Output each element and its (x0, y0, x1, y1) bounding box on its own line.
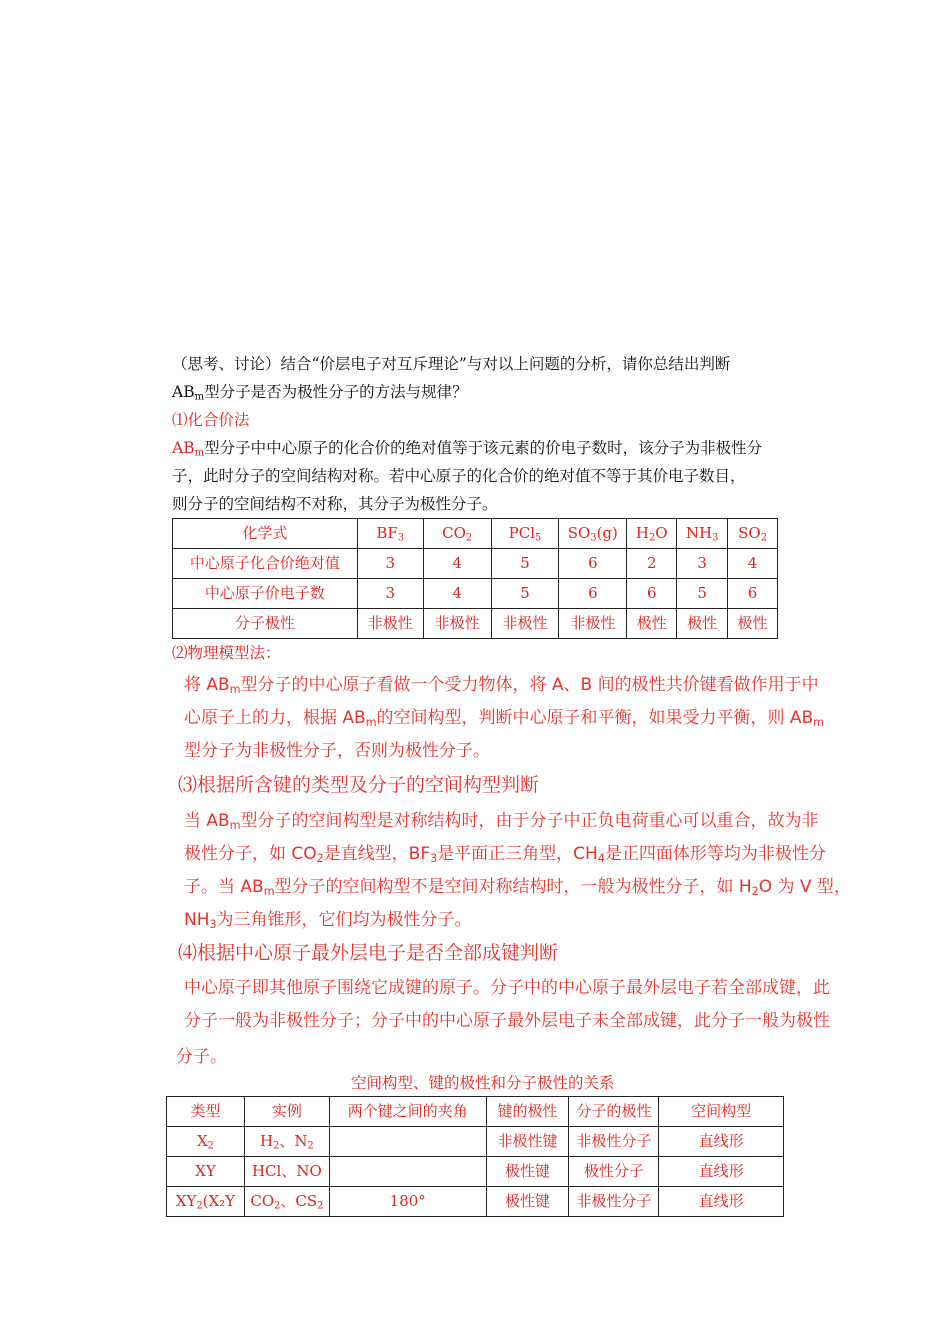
method4-line-3: 分子。 (176, 1047, 227, 1067)
table-cell: 5 (491, 549, 559, 579)
bond-cell: 极性键 (486, 1157, 569, 1187)
table-row (173, 609, 778, 639)
method2-line-2: 心原子上的力，根据 $AB_m$的空间构型，判断中心原子和平衡，如果受力平衡，则 $AB_m$ (184, 708, 824, 729)
formula-cell: $CO_2$ (423, 519, 491, 549)
molecule-cell: 非极性分子 (569, 1127, 659, 1157)
angle-cell (329, 1127, 486, 1157)
table-cell: 2 (627, 549, 677, 579)
table-cell: 6 (627, 579, 677, 609)
table-row (173, 519, 778, 549)
angle-cell (329, 1157, 486, 1187)
formula-cell: $NH_3$ (677, 519, 728, 549)
method1-title: ⑴化合价法 (172, 411, 250, 429)
column-header: 空间构型 (659, 1097, 784, 1127)
method2-line-1: 将 $AB_m$型分子的中心原子看做一个受力物体，将 A、B 间的极性共价键看做作用于中 (184, 675, 819, 696)
method1-line-2: 子，此时分子的空间结构对称。若中心原子的化合价的绝对值不等于其价电子数目， (172, 467, 746, 485)
table-cell: 6 (559, 579, 627, 609)
table-cell: 4 (423, 549, 491, 579)
method4-line-2: 分子一般为非极性分子；分子中的中心原子最外层电子未全部成键，此分子一般为极性 (184, 1011, 830, 1031)
molecule-cell: 极性分子 (569, 1157, 659, 1187)
method3-title: ⑶根据所含键的类型及分子的空间构型判断 (178, 774, 540, 796)
formula-cell: $BF_3$ (357, 519, 423, 549)
table-row (167, 1127, 784, 1157)
table-cell: 极性 (677, 609, 728, 639)
table-row (167, 1187, 784, 1217)
table-cell: 5 (677, 579, 728, 609)
table-cell: 非极性 (423, 609, 491, 639)
row-label: 中心原子化合价绝对值 (173, 549, 358, 579)
column-header: 两个键之间的夹角 (329, 1097, 486, 1127)
intro-line-2: $AB_m$型分子是否为极性分子的方法与规律？ (172, 383, 468, 403)
table-cell: 极性 (728, 609, 778, 639)
column-header: 实例 (244, 1097, 329, 1127)
shape-cell: 直线形 (659, 1127, 784, 1157)
method2-line-3: 型分子为非极性分子，否则为极性分子。 (184, 741, 490, 761)
method2-title: ⑵物理模型法： (172, 644, 281, 662)
table-cell: 4 (728, 549, 778, 579)
type-cell: $X_2$ (167, 1127, 245, 1157)
valence-table (172, 518, 778, 639)
type-cell: $XY_2(X_2Y$ (167, 1187, 245, 1217)
method1-line-1: $AB_m$型分子中中心原子的化合价的绝对值等于该元素的价电子数时，该分子为非极性分 (172, 439, 763, 459)
bond-cell: 极性键 (486, 1187, 569, 1217)
table-header-row (167, 1097, 784, 1127)
shape-cell: 直线形 (659, 1187, 784, 1217)
example-cell: $H_2$、$N_2$ (244, 1127, 329, 1157)
table-cell: 非极性 (559, 609, 627, 639)
table2-caption: 空间构型、键的极性和分子极性的关系 (351, 1074, 615, 1092)
column-header: 类型 (167, 1097, 245, 1127)
example-cell: $CO_2$、$CS_2$ (244, 1187, 329, 1217)
angle-cell: 180° (329, 1187, 486, 1217)
column-header: 分子的极性 (569, 1097, 659, 1127)
formula-cell: $SO_2$ (728, 519, 778, 549)
intro-line-1: （思考、讨论）结合“价层电子对互斥理论”与对以上问题的分析，请你总结出判断 (172, 355, 731, 373)
method4-title: ⑷根据中心原子最外层电子是否全部成键判断 (178, 942, 559, 964)
row-label: 分子极性 (173, 609, 358, 639)
table-row (173, 549, 778, 579)
table-cell: 3 (677, 549, 728, 579)
method3-line-1: 当 $AB_m$型分子的空间构型是对称结构时，由于分子中正负电荷重心可以重合，故为非 (184, 811, 819, 832)
shape-cell: 直线形 (659, 1157, 784, 1187)
table-cell: 极性 (627, 609, 677, 639)
method4-line-1: 中心原子即其他原子围绕它成键的原子。分子中的中心原子最外层电子若全部成键，此 (184, 978, 830, 998)
table-cell: 5 (491, 579, 559, 609)
method3-line-2: 极性分子，如 $CO_2$是直线型，$BF_3$是平面正三角型，$CH_4$是正四面体形等均为非极性分 (184, 844, 826, 865)
row-label: 化学式 (173, 519, 358, 549)
method1-line-3: 则分子的空间结构不对称，其分子为极性分子。 (172, 495, 498, 513)
formula-cell: $H_2O$ (627, 519, 677, 549)
bond-cell: 非极性键 (486, 1127, 569, 1157)
example-cell: HCl、NO (244, 1157, 329, 1187)
table-cell: 6 (728, 579, 778, 609)
type-cell: XY (167, 1157, 245, 1187)
table-cell: 4 (423, 579, 491, 609)
polarity-relation-table (166, 1096, 784, 1217)
method3-line-4: $NH_3$为三角锥形，它们均为极性分子。 (184, 910, 472, 931)
row-label: 中心原子价电子数 (173, 579, 358, 609)
molecule-cell: 非极性分子 (569, 1187, 659, 1217)
method3-line-3: 子。当 $AB_m$型分子的空间构型不是空间对称结构时，一般为极性分子，如 $H_2O$ 为 V 型， (184, 877, 851, 898)
column-header: 键的极性 (486, 1097, 569, 1127)
table-cell: 非极性 (491, 609, 559, 639)
table-row (173, 579, 778, 609)
formula-cell: $SO_3(g)$ (559, 519, 627, 549)
table-row (167, 1157, 784, 1187)
table-cell: 3 (357, 549, 423, 579)
table-cell: 3 (357, 579, 423, 609)
formula-cell: PCl$_5$ (491, 519, 559, 549)
table-cell: 6 (559, 549, 627, 579)
table-cell: 非极性 (357, 609, 423, 639)
